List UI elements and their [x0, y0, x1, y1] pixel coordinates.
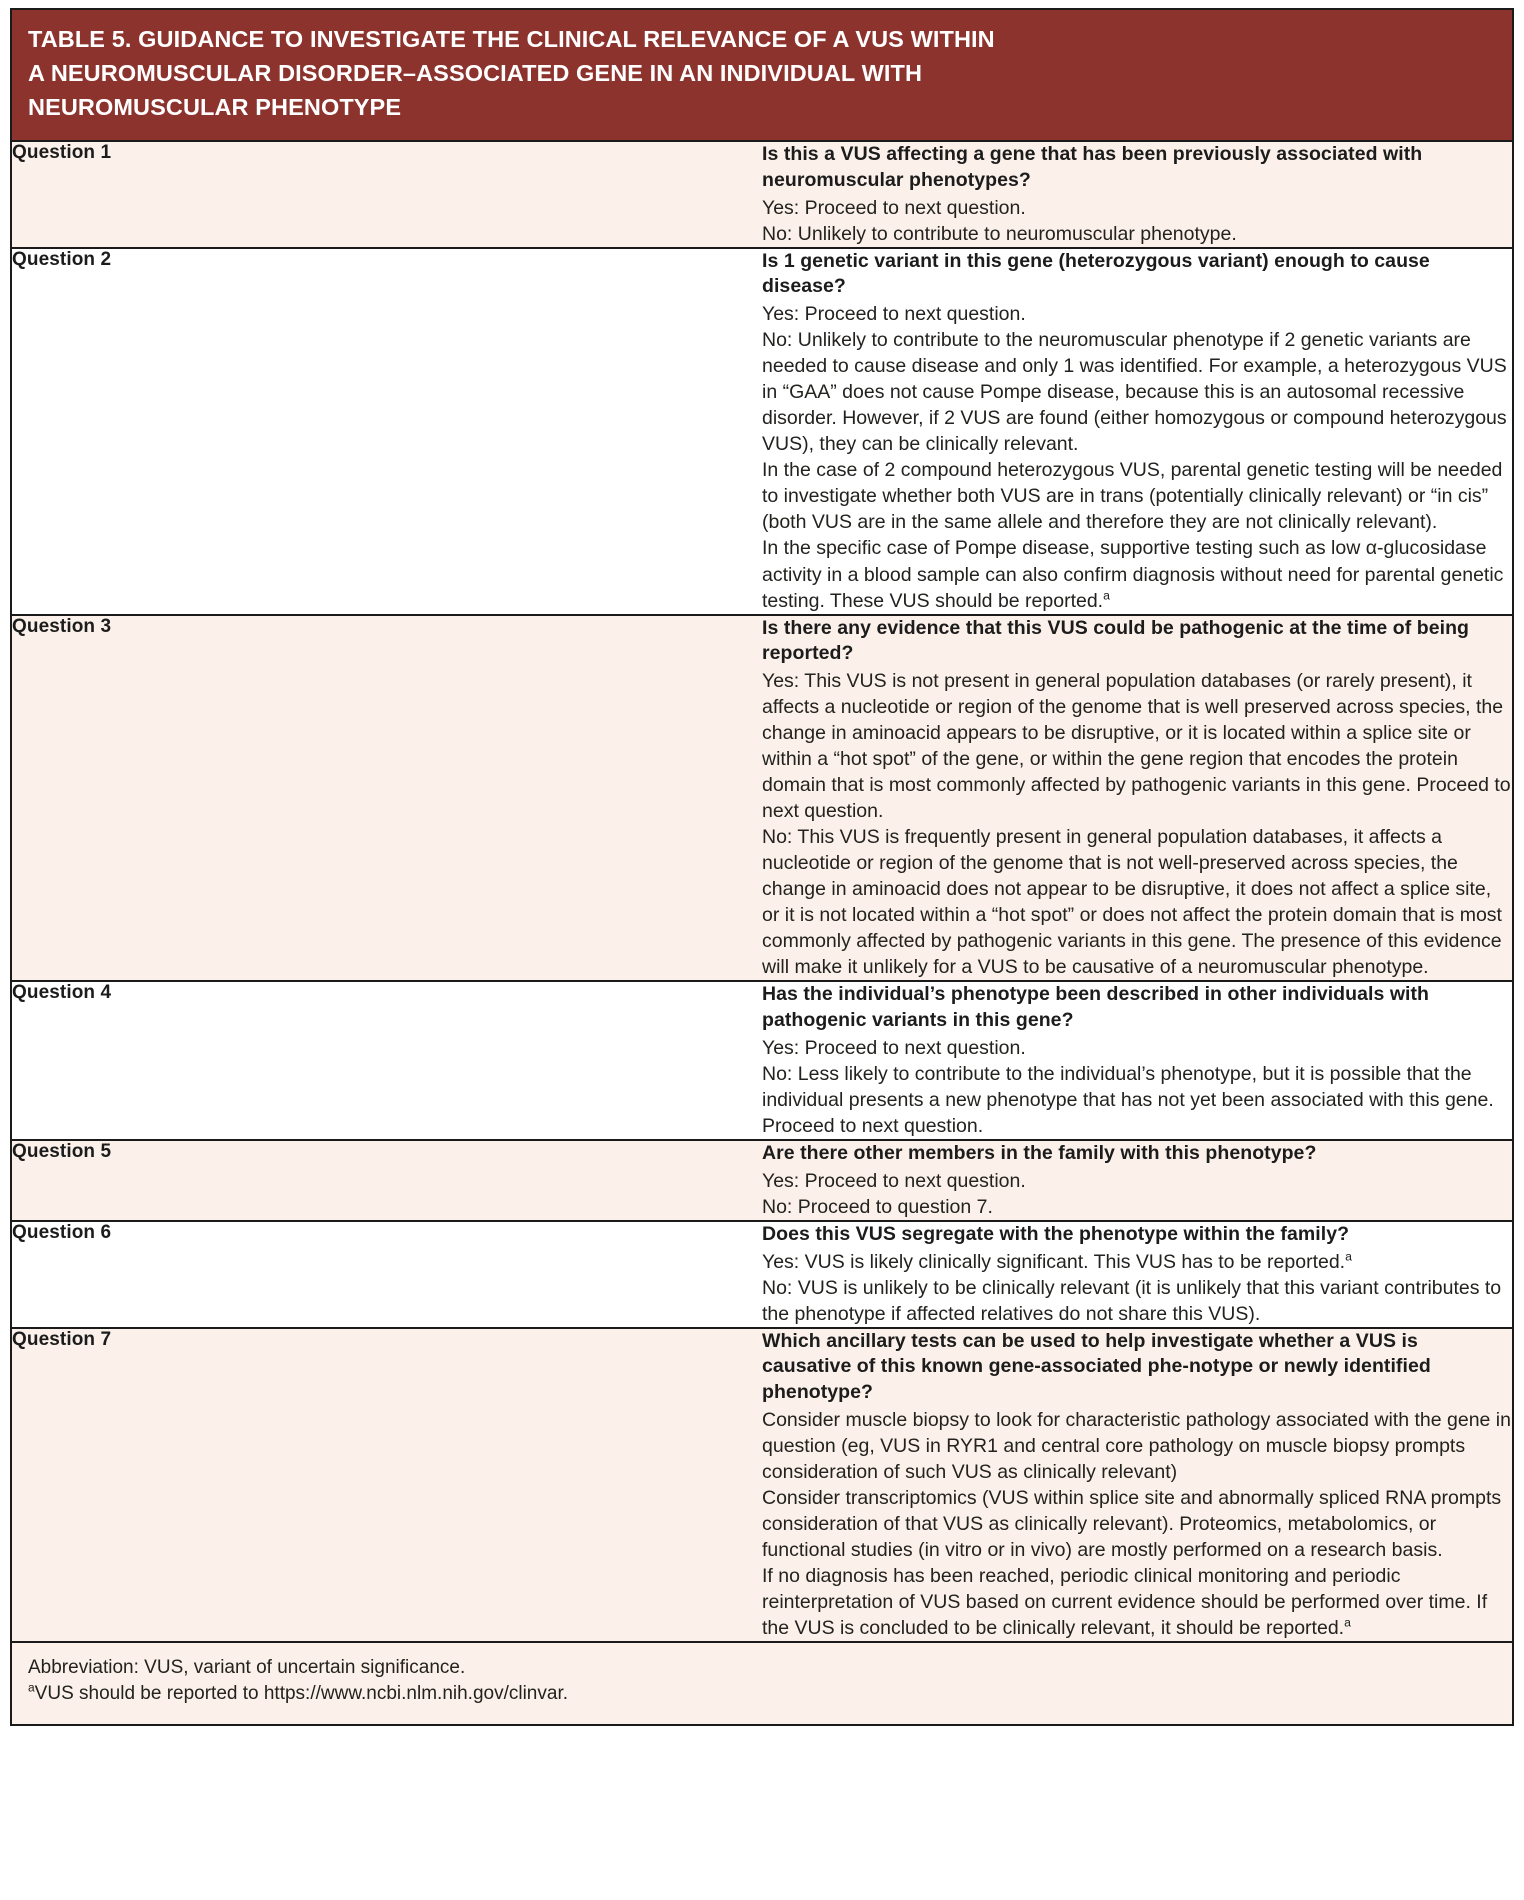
table-row [11, 1221, 1513, 1328]
table-row [11, 615, 1513, 982]
question-label-cell [11, 1221, 762, 1328]
question-label: Question 1 [12, 142, 112, 164]
question-label: Question 4 [12, 982, 112, 1004]
answer-paragraph: No: Unlikely to contribute to neuromuscular phenotype. [762, 222, 1237, 245]
table-header [11, 9, 1513, 141]
question-label-cell [11, 1140, 762, 1221]
footnote-a: $^a$VUS should be reported to https://www.ncbi.nlm.nih.gov/clinvar. [28, 1681, 568, 1705]
table-row [11, 1140, 1513, 1221]
answer-paragraph: Consider muscle biopsy to look for characteristic pathology associated with the gene in question (eg, VUS in RYR1 and central core pathology on muscle biopsy prompts consideration of such VUS as clinically relevant) [762, 1408, 1511, 1483]
question-text: Is 1 genetic variant in this gene (heterozygous variant) enough to cause disease? [762, 249, 1430, 298]
table-footer-cell [11, 1642, 1513, 1724]
table-title-line-1: TABLE 5. GUIDANCE TO INVESTIGATE THE CLINICAL RELEVANCE OF A VUS WITHIN [28, 26, 995, 52]
answer-paragraph: In the specific case of Pompe disease, supportive testing such as low α-glucosidase activity in a blood sample can also confirm diagnosis without need for parental genetic testing. These VUS should be reported.$^a$ [762, 537, 1504, 612]
question-label-cell [11, 141, 762, 248]
question-body-cell [762, 1221, 1513, 1328]
table-row [11, 141, 1513, 248]
question-label: Question 7 [12, 1328, 112, 1350]
question-text: Is there any evidence that this VUS could be pathogenic at the time of being reported? [762, 616, 1470, 665]
question-body-cell [762, 615, 1513, 982]
table-body [11, 141, 1513, 1724]
question-label: Question 5 [12, 1141, 112, 1162]
question-text: Are there other members in the family with this phenotype? [762, 1142, 1317, 1164]
table-title-line-2: A NEUROMUSCULAR DISORDER–ASSOCIATED GENE IN AN INDIVIDUAL WITH [28, 60, 923, 87]
answer-paragraph: No: This VUS is frequently present in general population databases, it affects a nucleotide or region of the genome that is not well-preserved across species, the change in aminoacid does not appear to be disruptive, it does not affect a splice site, or it is not located within a “hot spot” or does not affect the protein domain that is most commonly affected by pathogenic variants in this gene. The presence of this evidence will make it unlikely for a VUS to be causative of a neuromuscular phenotype. [762, 826, 1502, 979]
answer-paragraph: Yes: Proceed to next question. [762, 1036, 1026, 1059]
question-text: Has the individual’s phenotype been described in other individuals with pathogenic variants in this gene? [762, 983, 1430, 1032]
question-body-cell [762, 141, 1513, 248]
question-label-cell [11, 615, 762, 982]
abbreviation-note: Abbreviation: VUS, variant of uncertain significance. [28, 1657, 466, 1679]
table-row [11, 981, 1513, 1140]
answer-paragraph: No: Unlikely to contribute to the neuromuscular phenotype if 2 genetic variants are needed to cause disease and only 1 was identified. For example, a heterozygous VUS in “GAA” does not cause Pompe disease, because this is an autosomal recessive disorder. However, if 2 VUS are found (either homozygous or compound heterozygous VUS), they can be clinically relevant. [762, 329, 1507, 456]
answer-paragraph: No: Proceed to question 7. [762, 1195, 993, 1218]
table-title-line-3: NEUROMUSCULAR PHENOTYPE [28, 94, 402, 121]
answer-paragraph: Consider transcriptomics (VUS within splice site and abnormally spliced RNA prompts consideration of that VUS as clinically relevant). Proteomics, metabolomics, or functional studies (in vitro or in vivo) are mostly performed on a research basis. [762, 1486, 1502, 1561]
question-label: Question 6 [12, 1221, 112, 1243]
question-label-cell [11, 981, 762, 1140]
answer-paragraph: No: Less likely to contribute to the individual’s phenotype, but it is possible that the individual presents a new phenotype that has not yet been associated with this gene. Proceed to next question. [762, 1062, 1494, 1137]
table-header-row [11, 9, 1513, 141]
question-text: Which ancillary tests can be used to help investigate whether a VUS is causative of this known gene-associated phe-notype or newly identified phenotype? [762, 1329, 1431, 1404]
answer-paragraph: In the case of 2 compound heterozygous VUS, parental genetic testing will be needed to investigate whether both VUS are in trans (potentially clinically relevant) or “in cis” (both VUS are in the same allele and therefore they are not clinically relevant). [762, 459, 1503, 534]
table-row [11, 1328, 1513, 1642]
question-label-cell [11, 1328, 762, 1642]
table-footer-row [11, 1642, 1513, 1724]
answer-paragraph: If no diagnosis has been reached, periodic clinical monitoring and periodic reinterpretation of VUS based on current evidence should be performed over time. If the VUS is concluded to be clinically relevant, it should be reported.$^a$ [762, 1565, 1488, 1640]
guidance-table [10, 8, 1514, 1726]
question-body-cell [762, 248, 1513, 615]
question-body-cell [762, 1140, 1513, 1221]
answer-paragraph: Yes: VUS is likely clinically significant. This VUS has to be reported.$^a$ [762, 1249, 1352, 1273]
answer-paragraph: No: VUS is unlikely to be clinically relevant (it is unlikely that this variant contributes to the phenotype if affected relatives do not share this VUS). [762, 1276, 1502, 1325]
question-body-cell [762, 981, 1513, 1140]
question-text: Does this VUS segregate with the phenotype within the family? [762, 1222, 1350, 1245]
answer-paragraph: Yes: Proceed to next question. [762, 196, 1026, 219]
question-label-cell [11, 248, 762, 615]
question-text: Is this a VUS affecting a gene that has been previously associated with neuromuscular phenotypes? [762, 143, 1423, 191]
question-body-cell [762, 1328, 1513, 1642]
answer-paragraph: Yes: Proceed to next question. [762, 303, 1026, 326]
table-row [11, 248, 1513, 615]
answer-paragraph: Yes: Proceed to next question. [762, 1169, 1026, 1192]
question-label: Question 2 [12, 248, 112, 270]
answer-paragraph: Yes: This VUS is not present in general population databases (or rarely present), it affects a nucleotide or region of the genome that is well preserved across species, the change in aminoacid appears to be disruptive, or it is located within a splice site or within a “hot spot” of the gene, or within the gene region that encodes the protein domain that is most commonly affected by pathogenic variants in this gene. Proceed to next question. [762, 670, 1511, 823]
question-label: Question 3 [12, 615, 112, 637]
table-title-cell [11, 9, 1513, 141]
